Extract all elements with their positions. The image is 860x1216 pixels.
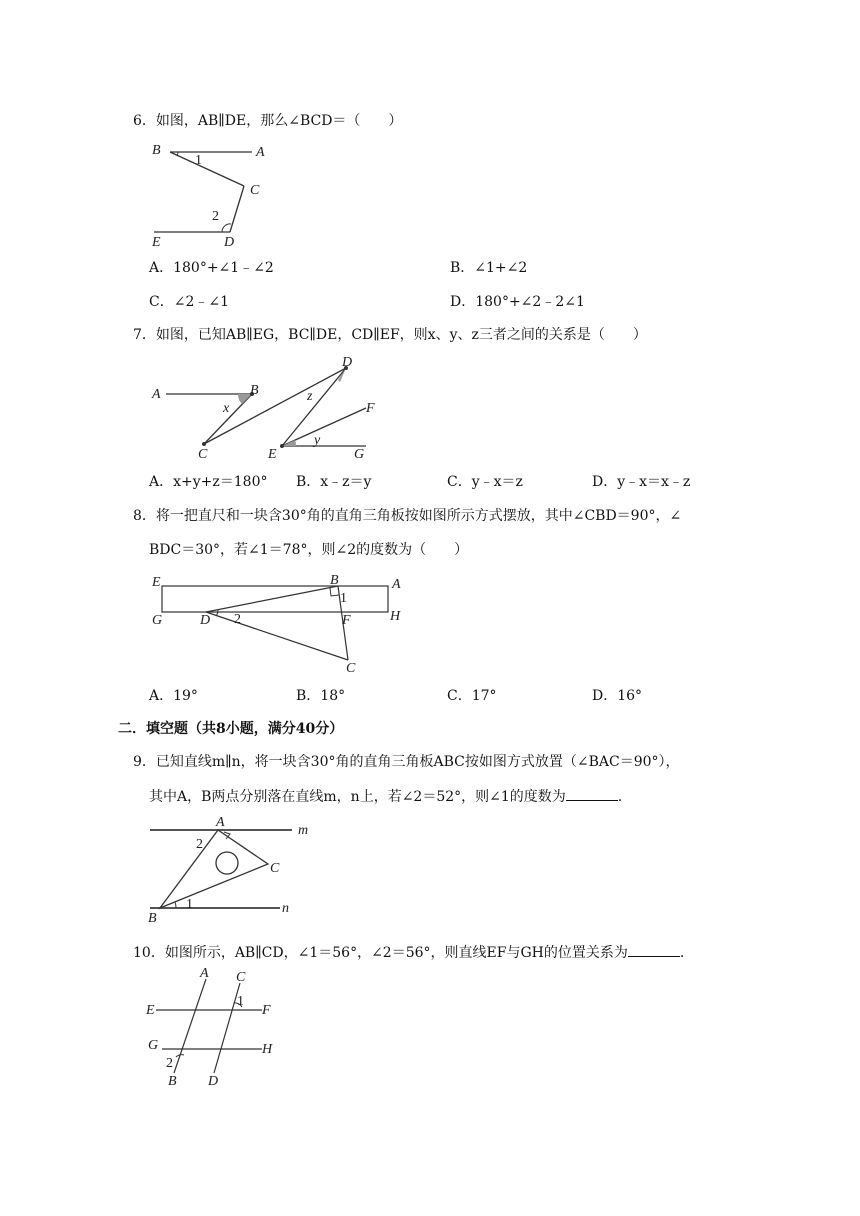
q6-option-c[interactable]: C．∠2﹣∠1 [149, 294, 229, 310]
q8-stem-line1: 8．将一把直尺和一块含30°角的直角三角板按如图所示方式摆放，其中∠CBD＝90°，∠ [133, 508, 682, 524]
q8-label-2: 2 [234, 612, 241, 627]
q10-answer-blank[interactable] [628, 942, 680, 957]
q9-label-A: A [216, 815, 225, 830]
q9-label-2: 2 [196, 837, 203, 852]
q7-figure [150, 356, 390, 462]
q10-label-F: F [262, 1003, 271, 1018]
q8-option-a[interactable]: A．19° [149, 688, 198, 704]
q9-label-B: B [148, 911, 157, 926]
q9-stem-line2 [149, 786, 622, 807]
q6-option-a[interactable]: A．180°+∠1﹣∠2 [149, 260, 274, 276]
q9-answer-blank[interactable] [566, 786, 618, 801]
q9-figure [146, 812, 326, 924]
q8-option-c[interactable]: C．17° [447, 688, 497, 704]
q10-label-E: E [146, 1003, 155, 1018]
q10-label-G: G [148, 1038, 159, 1053]
q8-label-A: A [392, 577, 401, 592]
q8-label-F: F [342, 613, 351, 628]
q10-label-B: B [168, 1074, 177, 1089]
q7-option-c[interactable]: C．y﹣x＝z [447, 474, 523, 490]
q8-figure [148, 572, 408, 676]
q7-option-d[interactable]: D．y﹣x＝x﹣z [592, 474, 691, 490]
q7-label-D: D [342, 355, 353, 370]
q8-label-1: 1 [340, 591, 347, 606]
q7-label-E: E [268, 447, 277, 462]
q9-label-C: C [270, 861, 280, 876]
q8-label-C: C [346, 661, 356, 676]
q10-figure [144, 965, 284, 1089]
q6-label-1: 1 [195, 153, 202, 168]
q10-stem-end: . [679, 945, 685, 961]
q6-label-B: B [152, 143, 161, 158]
q8-label-B: B [330, 573, 339, 588]
q6-figure [140, 138, 280, 250]
q8-stem-line2: BDC＝30°，若∠1＝78°，则∠2的度数为（ ） [149, 542, 469, 558]
q8-option-d[interactable]: D．16° [592, 688, 643, 704]
q8-option-b[interactable]: B．18° [296, 688, 346, 704]
q6-label-2: 2 [212, 209, 219, 224]
q7-label-x: x [223, 401, 230, 416]
q10-stem [133, 942, 684, 963]
q6-option-d[interactable]: D．180°+∠2﹣2∠1 [450, 294, 585, 310]
q6-label-D: D [224, 235, 235, 250]
q6-label-C: C [250, 183, 260, 198]
q7-option-a[interactable]: A．x+y+z＝180° [149, 474, 268, 490]
q9-label-n: n [282, 901, 289, 916]
q9-stem-end: . [617, 789, 623, 805]
q9-label-m: m [298, 823, 309, 838]
q7-stem: 7．如图，已知AB∥EG，BC∥DE，CD∥EF，则x、y、z三者之间的关系是（ ） [133, 327, 647, 343]
q7-label-B: B [250, 383, 259, 398]
q8-label-D: D [200, 613, 211, 628]
q10-label-C: C [236, 970, 246, 985]
q10-label-2: 2 [166, 1056, 173, 1071]
q7-label-F: F [366, 401, 375, 416]
section-title-fill-in: 二．填空题（共8小题，满分40分） [118, 721, 344, 737]
q6-stem: 6．如图，AB∥DE，那么∠BCD＝（ ） [133, 113, 403, 129]
q10-stem-text: 10．如图所示，AB∥CD，∠1＝56°，∠2＝56°，则直线EF与GH的位置关系为 [133, 945, 628, 961]
q10-label-1: 1 [237, 994, 244, 1009]
q6-label-E: E [152, 235, 161, 250]
q7-label-y: y [314, 433, 321, 448]
q7-option-b[interactable]: B．x﹣z＝y [296, 474, 372, 490]
q6-label-A: A [256, 145, 265, 160]
q8-label-H: H [390, 609, 401, 624]
q8-label-G: G [152, 613, 163, 628]
q7-label-C: C [198, 447, 208, 462]
q10-label-H: H [262, 1042, 273, 1057]
q10-label-D: D [208, 1074, 219, 1089]
q7-label-z: z [307, 389, 313, 404]
q7-label-A: A [152, 387, 161, 402]
q10-label-A: A [200, 966, 209, 981]
q9-stem-text: 其中A，B两点分别落在直线m，n上，若∠2＝52°，则∠1的度数为 [149, 789, 566, 805]
q9-label-1: 1 [186, 897, 193, 912]
q7-label-G: G [354, 447, 365, 462]
q8-label-E: E [152, 575, 161, 590]
q6-option-b[interactable]: B．∠1+∠2 [450, 260, 528, 276]
q9-stem-line1: 9．已知直线m∥n，将一块含30°角的直角三角板ABC按如图方式放置（∠BAC＝90°）， [133, 754, 680, 770]
